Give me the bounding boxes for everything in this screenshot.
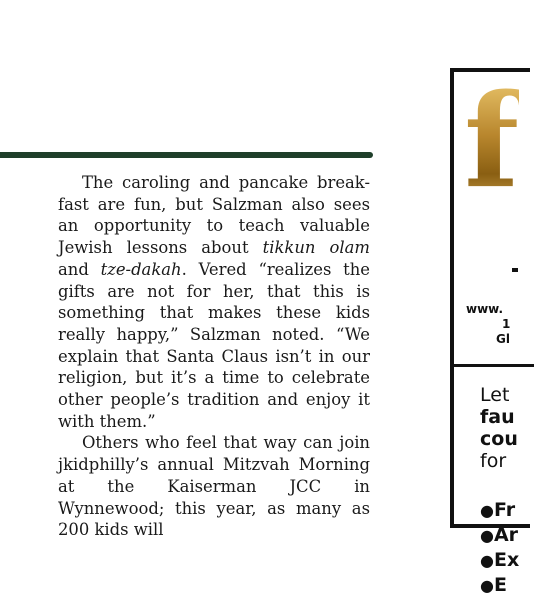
ad-divider <box>454 364 534 367</box>
ad-logo: f <box>464 67 520 217</box>
ad-contact-block <box>466 302 536 347</box>
ad-bullet-list <box>480 498 550 598</box>
article-paragraph-2: Others who feel that way can join jkidphilly’s annual Mitzvah Morning at the Kaiserman JCC in Wynnewood; this year, as many as 200 kids will <box>58 433 370 540</box>
ad-website: www. <box>466 302 504 316</box>
section-rule <box>0 152 373 158</box>
advertisement-box <box>450 67 530 596</box>
list-item: ●E <box>480 574 507 596</box>
bullet-icon: ● <box>480 576 494 595</box>
list-item: ●Fr <box>480 499 516 521</box>
ad-contact-line-3: Gl <box>496 332 510 346</box>
list-item: ●Ar <box>480 524 519 546</box>
bullet-icon: ● <box>480 551 494 570</box>
ad-contact-line-2: 1 <box>502 317 511 331</box>
italic-term-tikkun-olam: tikkun olam <box>262 238 370 258</box>
article-paragraph-1: The caroling and pancake break-fast are fun, but Salzman also sees an opportunity to teach valuable Jewish lessons about tikkun olam and tze-dakah. Vered “realizes the gifts are not for her, that this is something that makes these kids really happy,” Salzman noted. “We explain that Santa Claus isn’t in our religion, but it’s a time to celebrate other people’s tradition and enjoy it with them.” <box>58 173 370 431</box>
bullet-icon: ● <box>480 526 494 545</box>
list-item: ●Ex <box>480 549 520 571</box>
ad-logo-mark <box>512 268 518 272</box>
italic-term-tzedakah: tze-dakah <box>100 259 182 279</box>
ad-body-text: Let fau cou for <box>480 384 518 472</box>
article-column <box>58 172 370 541</box>
bullet-icon: ● <box>480 501 494 520</box>
